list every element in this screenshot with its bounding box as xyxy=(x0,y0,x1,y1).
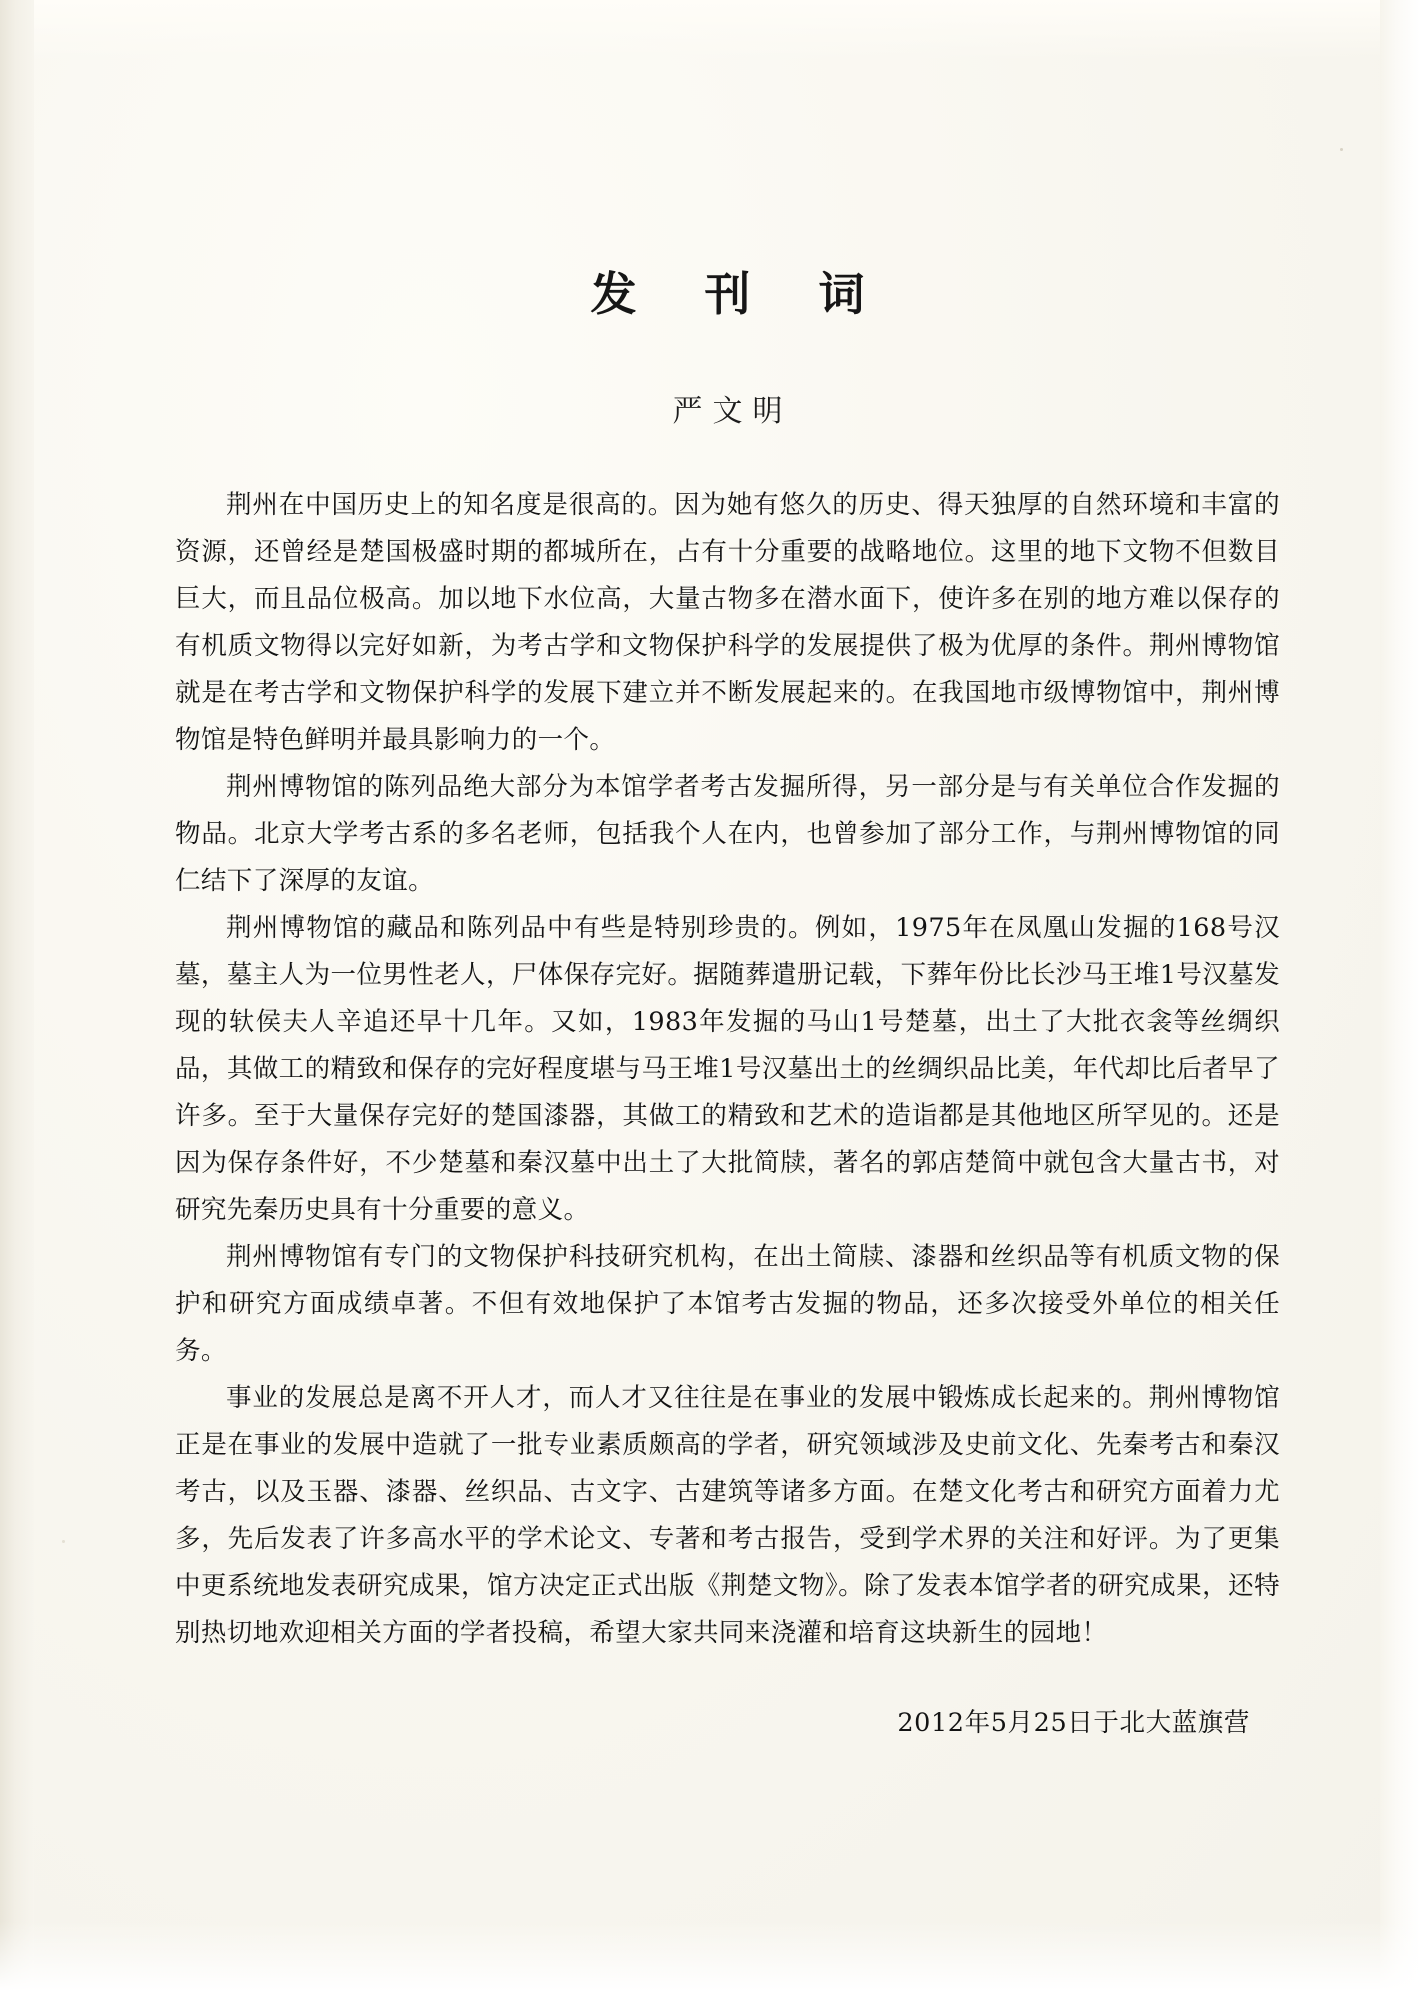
author-name: 严文明 xyxy=(672,394,793,429)
scan-speck xyxy=(1340,148,1343,151)
article-body xyxy=(175,430,1280,1657)
scan-speck xyxy=(62,1540,65,1543)
paragraph: 事业的发展总是离不开人才，而人才又往往是在事业的发展中锻炼成长起来的。荆州博物馆正是在事业的发展中造就了一批专业素质颇高的学者，研究领域涉及史前文化、先秦考古和秦汉考古，以及玉器、漆器、丝织品、古文字、古建筑等诸多方面。在楚文化考古和研究方面着力尤多，先后发表了许多高水平的学术论文、专著和考古报告，受到学术界的关注和好评。为了更集中更系统地发表研究成果，馆方决定正式出版《荆楚文物》。除了发表本馆学者的研究成果，还特别热切地欢迎相关方面的学者投稿，希望大家共同来浇灌和培育这块新生的园地！ xyxy=(175,1383,1280,1648)
paragraph: 荆州在中国历史上的知名度是很高的。因为她有悠久的历史、得天独厚的自然环境和丰富的资源，还曾经是楚国极盛时期的都城所在，占有十分重要的战略地位。这里的地下文物不但数目巨大，而且品位极高。加以地下水位高，大量古物多在潜水面下，使许多在别的地方难以保存的有机质文物得以完好如新，为考古学和文物保护科学的发展提供了极为优厚的条件。荆州博物馆就是在考古学和文物保护科学的发展下建立并不断发展起来的。在我国地市级博物馆中，荆州博物馆是特色鲜明并最具影响力的一个。 xyxy=(175,490,1280,755)
page-title: 发 刊 词 xyxy=(590,267,891,321)
paragraph: 荆州博物馆的陈列品绝大部分为本馆学者考古发掘所得，另一部分是与有关单位合作发掘的物品。北京大学考古系的多名老师，包括我个人在内，也曾参加了部分工作，与荆州博物馆的同仁结下了深厚的友谊。 xyxy=(175,772,1280,896)
date-signature: 2012年5月25日于北大蓝旗营 xyxy=(897,1708,1250,1738)
page-right-edge xyxy=(1380,0,1420,1991)
paragraph: 荆州博物馆的藏品和陈列品中有些是特别珍贵的。例如，1975年在凤凰山发掘的168号汉墓，墓主人为一位男性老人，尸体保存完好。据随葬遣册记载，下葬年份比长沙马王堆1号汉墓发现的轪侯夫人辛追还早十几年。又如，1983年发掘的马山1号楚墓，出土了大批衣衾等丝绸织品，其做工的精致和保存的完好程度堪与马王堆1号汉墓出土的丝绸织品比美，年代却比后者早了许多。至于大量保存完好的楚国漆器，其做工的精致和艺术的造诣都是其他地区所罕见的。还是因为保存条件好，不少楚墓和秦汉墓中出土了大批简牍，著名的郭店楚简中就包含大量古书，对研究先秦历史具有十分重要的意义。 xyxy=(175,913,1280,1225)
page-content xyxy=(175,0,1280,1991)
page-left-edge xyxy=(0,0,34,1991)
paragraph: 荆州博物馆有专门的文物保护科技研究机构，在出土简牍、漆器和丝织品等有机质文物的保护和研究方面成绩卓著。不但有效地保护了本馆考古发掘的物品，还多次接受外单位的相关任务。 xyxy=(175,1242,1280,1366)
